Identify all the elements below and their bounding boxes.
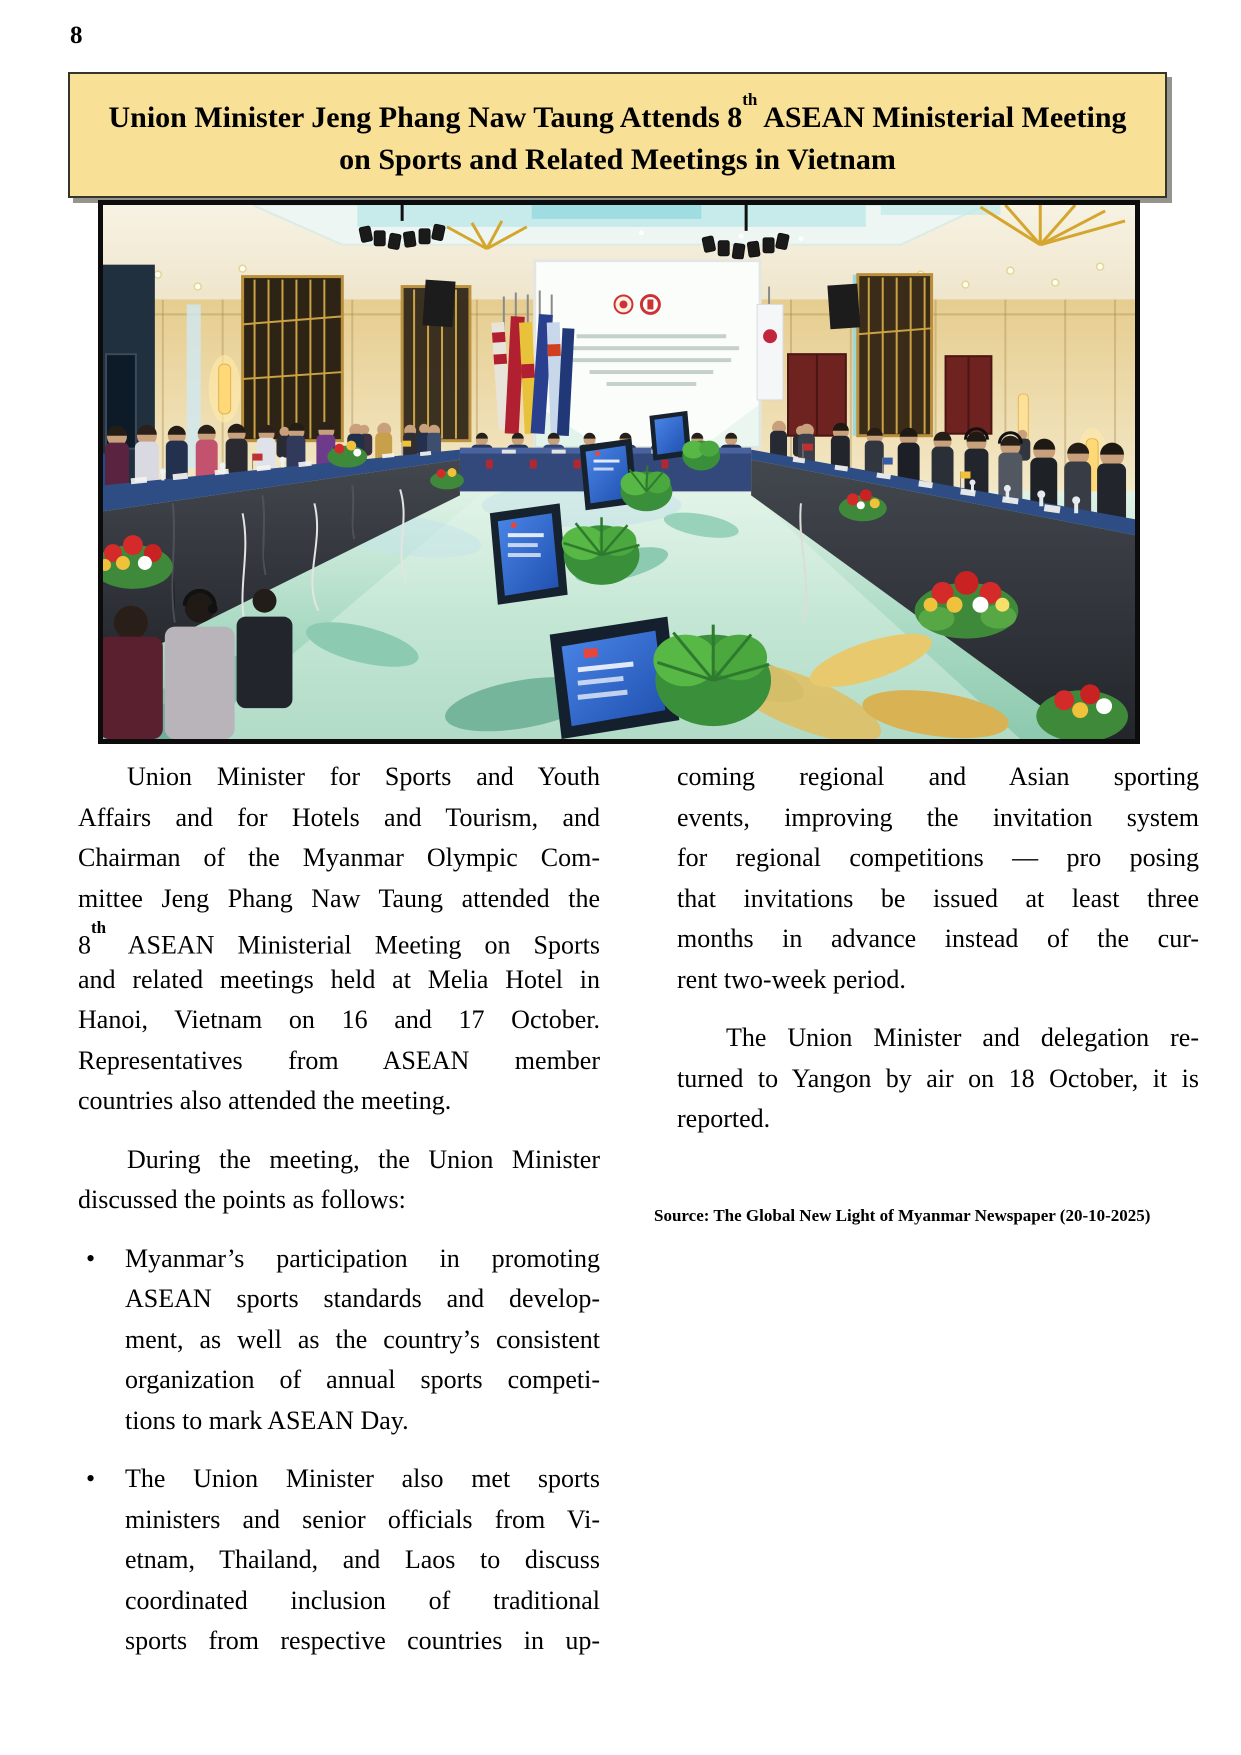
headline-line-2: on Sports and Related Meetings in Vietnam	[339, 142, 896, 176]
superscript-ordinal: th	[91, 919, 107, 937]
body-line: sports from respective countries in up-	[125, 1626, 600, 1655]
body-line: months in advance instead of the cur-	[677, 924, 1199, 953]
body-line: that invitations be issued at least three	[677, 883, 1199, 913]
bullet-item-2	[78, 1459, 600, 1662]
bullet-item-1	[78, 1239, 600, 1442]
body-line: During the meeting, the Union Minister	[127, 1144, 600, 1174]
paragraph-4	[677, 1018, 1199, 1140]
article-right-column	[677, 757, 1199, 1158]
body-line: 8th ASEAN Ministerial Meeting on Sports	[78, 919, 600, 960]
body-line: The Union Minister also met sports	[125, 1464, 600, 1493]
display-screen	[490, 503, 568, 604]
body-line: mittee Jeng Phang Naw Taung attended the	[78, 883, 600, 913]
body-line: tions to mark ASEAN Day.	[125, 1405, 409, 1435]
body-line: reported.	[677, 1104, 771, 1133]
meeting-photo-illustration	[103, 205, 1135, 739]
body-line: organization of annual sports competi-	[125, 1365, 600, 1394]
body-line: Union Minister for Sports and Youth	[127, 762, 600, 791]
lattice-window-left	[243, 277, 343, 441]
body-line: The Union Minister and delegation re-	[726, 1023, 1199, 1052]
body-line: Myanmar’s participation in promoting	[125, 1243, 600, 1273]
body-line: coordinated inclusion of traditional	[125, 1585, 600, 1615]
body-line: Hanoi, Vietnam on 16 and 17 October.	[78, 1005, 600, 1034]
meeting-photo	[98, 200, 1140, 744]
page-number: 8	[70, 22, 83, 49]
palm-plant	[682, 441, 720, 471]
body-line: events, improving the invitation system	[677, 802, 1199, 832]
article-left-column	[78, 757, 600, 1680]
body-line: discussed the points as follows:	[78, 1185, 406, 1214]
source-attribution: Source: The Global New Light of Myanmar Newspaper (20-10-2025)	[654, 1206, 1151, 1225]
bullet-marker: •	[86, 1243, 96, 1273]
body-line: Representatives from ASEAN member	[78, 1045, 600, 1075]
headline-line-1: Union Minister Jeng Phang Naw Taung Attends 8th ASEAN Ministerial Meeting	[108, 89, 1127, 134]
paragraph-3	[677, 757, 1199, 1000]
body-line: ministers and senior officials from Vi-	[125, 1504, 600, 1534]
palm-plant	[653, 625, 771, 726]
lattice-window-right	[853, 275, 932, 436]
paragraph-1	[78, 757, 600, 1122]
body-line: ment, as well as the country’s consistent	[125, 1324, 600, 1354]
body-line: Chairman of the Myanmar Olympic Com-	[78, 843, 600, 872]
body-line: and related meetings held at Melia Hotel in	[78, 964, 600, 994]
body-line: etnam, Thailand, and Laos to discuss	[125, 1545, 600, 1574]
headline-box	[68, 72, 1167, 198]
superscript-ordinal: th	[742, 89, 758, 109]
body-line: rent two-week period.	[677, 964, 906, 994]
body-line: ASEAN sports standards and develop-	[125, 1284, 600, 1313]
bullet-marker: •	[86, 1464, 96, 1493]
body-line: coming regional and Asian sporting	[677, 762, 1199, 791]
body-line: for regional competitions — pro posing	[677, 843, 1199, 872]
body-line: Affairs and for Hotels and Tourism, and	[78, 802, 600, 832]
body-line: countries also attended the meeting.	[78, 1086, 452, 1115]
body-line: turned to Yangon by air on 18 October, it is	[677, 1063, 1199, 1093]
paragraph-2	[78, 1140, 600, 1221]
